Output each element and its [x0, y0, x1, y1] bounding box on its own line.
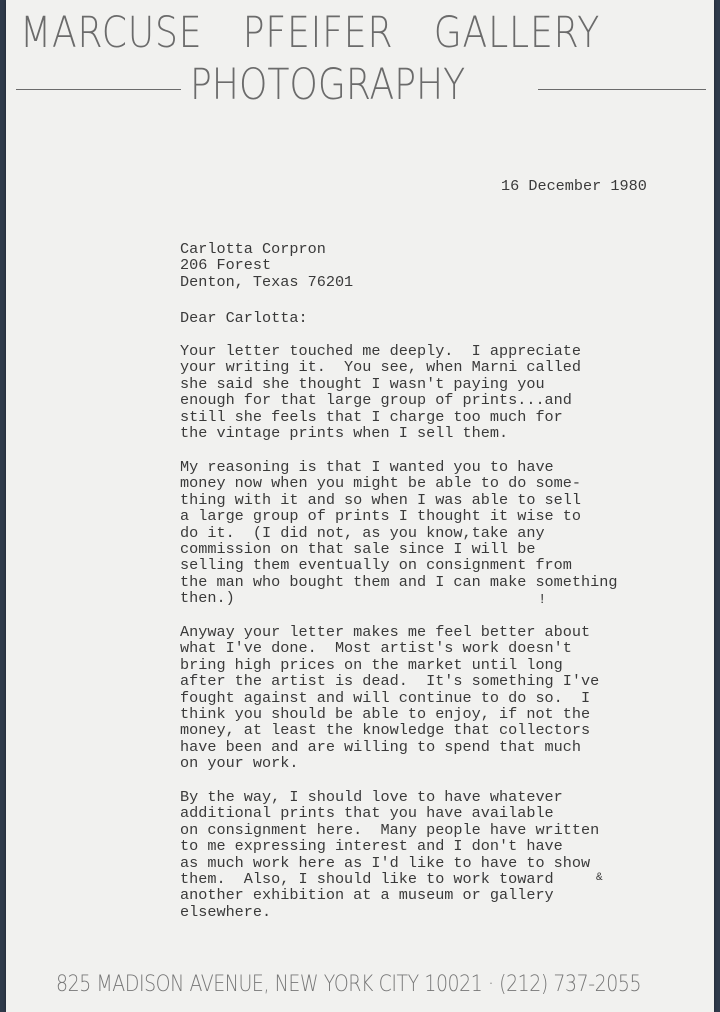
recipient-address: Carlotta Corpron 206 Forest Denton, Texas 76201	[180, 240, 354, 291]
letter-date: 16 December 1980	[501, 177, 647, 195]
letter-page	[6, 0, 714, 1012]
paragraph-4: By the way, I should love to have whatever additional prints that you have available on consignment here. Many people have written to me expressing interest and I don't have as much work here as I'd like to have to show them. Also, I should like to work toward another exhibition at a museum or gallery elsewhere.	[180, 788, 600, 921]
letterhead-rule-right	[538, 89, 706, 90]
salutation: Dear Carlotta:	[180, 309, 308, 327]
paragraph-3: Anyway your letter makes me feel better about what I've done. Most artist's work doesn't bring high prices on the market until long after the artist is dead. It's something I've fought against and will continue to do so. I think you should be able to enjoy, if not the money, at least the knowledge that collectors have been and are willing to spend that much on your work.	[180, 623, 600, 773]
paragraph-1: Your letter touched me deeply. I appreciate your writing it. You see, when Marni called she said she thought I wasn't paying you enough for that large group of prints...and still she feels that I charge too much for the vintage prints when I sell them.	[180, 342, 582, 443]
margin-mark-exclamation: !	[538, 592, 547, 608]
margin-mark-ampersand: &	[596, 872, 603, 884]
letterhead-word-gallery: GALLERY	[433, 8, 601, 58]
paragraph-2: My reasoning is that I wanted you to have money now when you might be able to do some- thing with it and so when I was able to sell a large group of prints I thought it wise to do it. (I did not, as you know,take any commission on that sale since I will be selling them eventually on consignment from the man who bought them and I can make something then.)	[180, 458, 618, 608]
letterhead-subtitle-row	[16, 62, 706, 112]
letterhead-footer-address: 825 MADISON AVENUE, NEW YORK CITY 10021 · (212) 737-2055	[56, 972, 642, 997]
letterhead-gallery-name	[20, 8, 601, 58]
letterhead-word-marcuse: MARCUSE	[20, 8, 203, 58]
letterhead-rule-left	[16, 89, 181, 90]
letterhead-subtitle: PHOTOGRAPHY	[190, 60, 466, 110]
letterhead-word-pfeifer: PFEIFER	[242, 8, 394, 58]
